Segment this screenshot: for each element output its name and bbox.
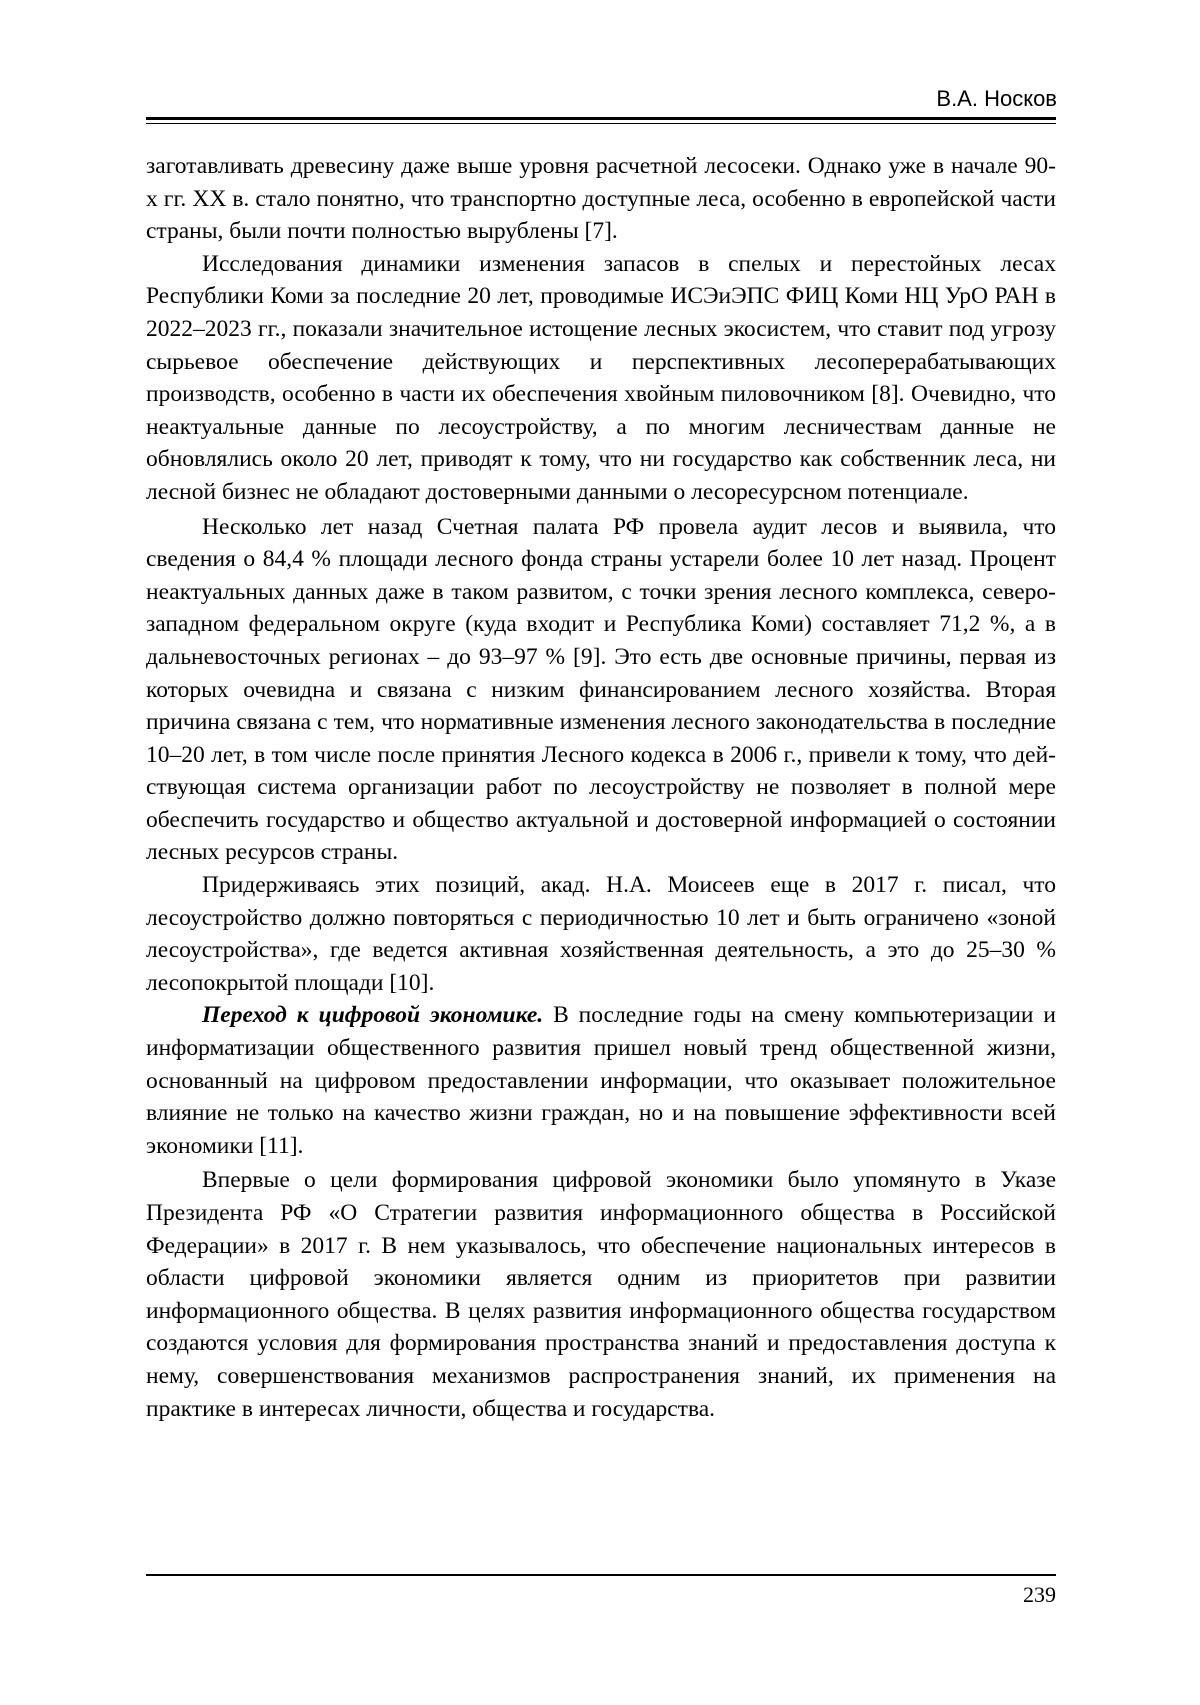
paragraph-audit: Несколько лет назад Счетная палата РФ провела аудит лесов и выявила, что сведения о 84,4 % площади лесного фонда страны устарели более 10 лет назад. Процент неактуальных данных даже в таком развитом, с точки зрения лесного комплекса, северо-западном федеральном округе (куда входит и Рес­публика Коми) составляет 71,2 %, а в дальневосточных регионах – до 93–97 % [9]. Это есть две основные причины, первая из которых очевидна и связана с низким финансированием лесного хозяйства. Вторая причина связана с тем, что нормативные изменения лесного законодательства в последние 10–20 лет, в том числе после принятия Лесного кодекса в 2006 г., привели к тому, что дей­ствующая система организации работ по лесоустройству не позволяет в полной мере обеспечить государство и общество актуальной и достоверной информа­цией о состоянии лесных ресурсов страны. [146,511,1056,870]
paragraph-moiseev: Придерживаясь этих позиций, акад. Н.А. Моисеев еще в 2017 г. писал, что лесоустройство должно повторяться с периодичностью 10 лет и быть ограни­чено «зоной лесоустройства», где ведется активная хозяйственная деятель­ность, а это до 25–30 % лесопокрытой площади [10]. [146,869,1056,999]
section-run-in-text: В последние годы на смену компьютери­зации и информатизации общественного развития пришел новый тренд обще­ственной жизни, основанный на цифровом предоставлении информации, что оказывает положительное влияние не только на качество жизни граждан, но и на повышение эффективности всей экономики [11]. [146,1002,1056,1158]
page-number: 239 [1023,1582,1056,1608]
running-header-author: В.А. Носков [936,86,1057,112]
paragraph-continuation: заготавливать древесину даже выше уровня расчетной лесосеки. Однако уже в начале 90-х гг. XX в. стало понятно, что транспортно доступные леса, особенно в европейской части страны, были почти полностью вырублены [7]. [146,150,1056,248]
paragraph-forest-depletion: Исследования динамики изменения запасов в спелых и перестойных лесах Республики Коми за последние 20 лет, проводимые ИСЭиЭПС ФИЦ Коми НЦ УрО РАН в 2022–2023 гг., показали значительное истощение лесных экосистем, что ставит под угрозу сырьевое обеспечение действующих и перспективных ле­соперерабатывающих производств, особенно в части их обеспечения хвойным пиловочником [8]. Очевидно, что неактуальные данные по лесоустройству, а по многим лесничествам данные не обновлялись около 20 лет, приводят к тому, что ни государство как собственник леса, ни лесной бизнес не обладают досто­верными данными о лесоресурсном потенциале. [146,248,1056,509]
body-text [146,150,1056,1425]
paragraph-strategy-decree: Впервые о цели формирования цифровой экономики было упомянуто в Указе Президента РФ «О Стратегии развития информационного общества в Российской Федерации» в 2017 г. В нем указывалось, что обеспечение нацио­нальных интересов в области цифровой экономики является одним из приори­тетов при развитии информационного общества. В целях развития информаци­онного общества государством создаются условия для формирования простран­ства знаний и предоставления доступа к нему, совершенствования механизмов распространения знаний, их применения на практике в интересах личности, об­щества и государства. [146,1164,1056,1425]
section-run-in-heading: Переход к цифровой экономике. [202,1002,543,1028]
footer-rule [146,1574,1056,1576]
paragraph-digital-economy [146,999,1056,1162]
header-double-rule [146,117,1056,124]
